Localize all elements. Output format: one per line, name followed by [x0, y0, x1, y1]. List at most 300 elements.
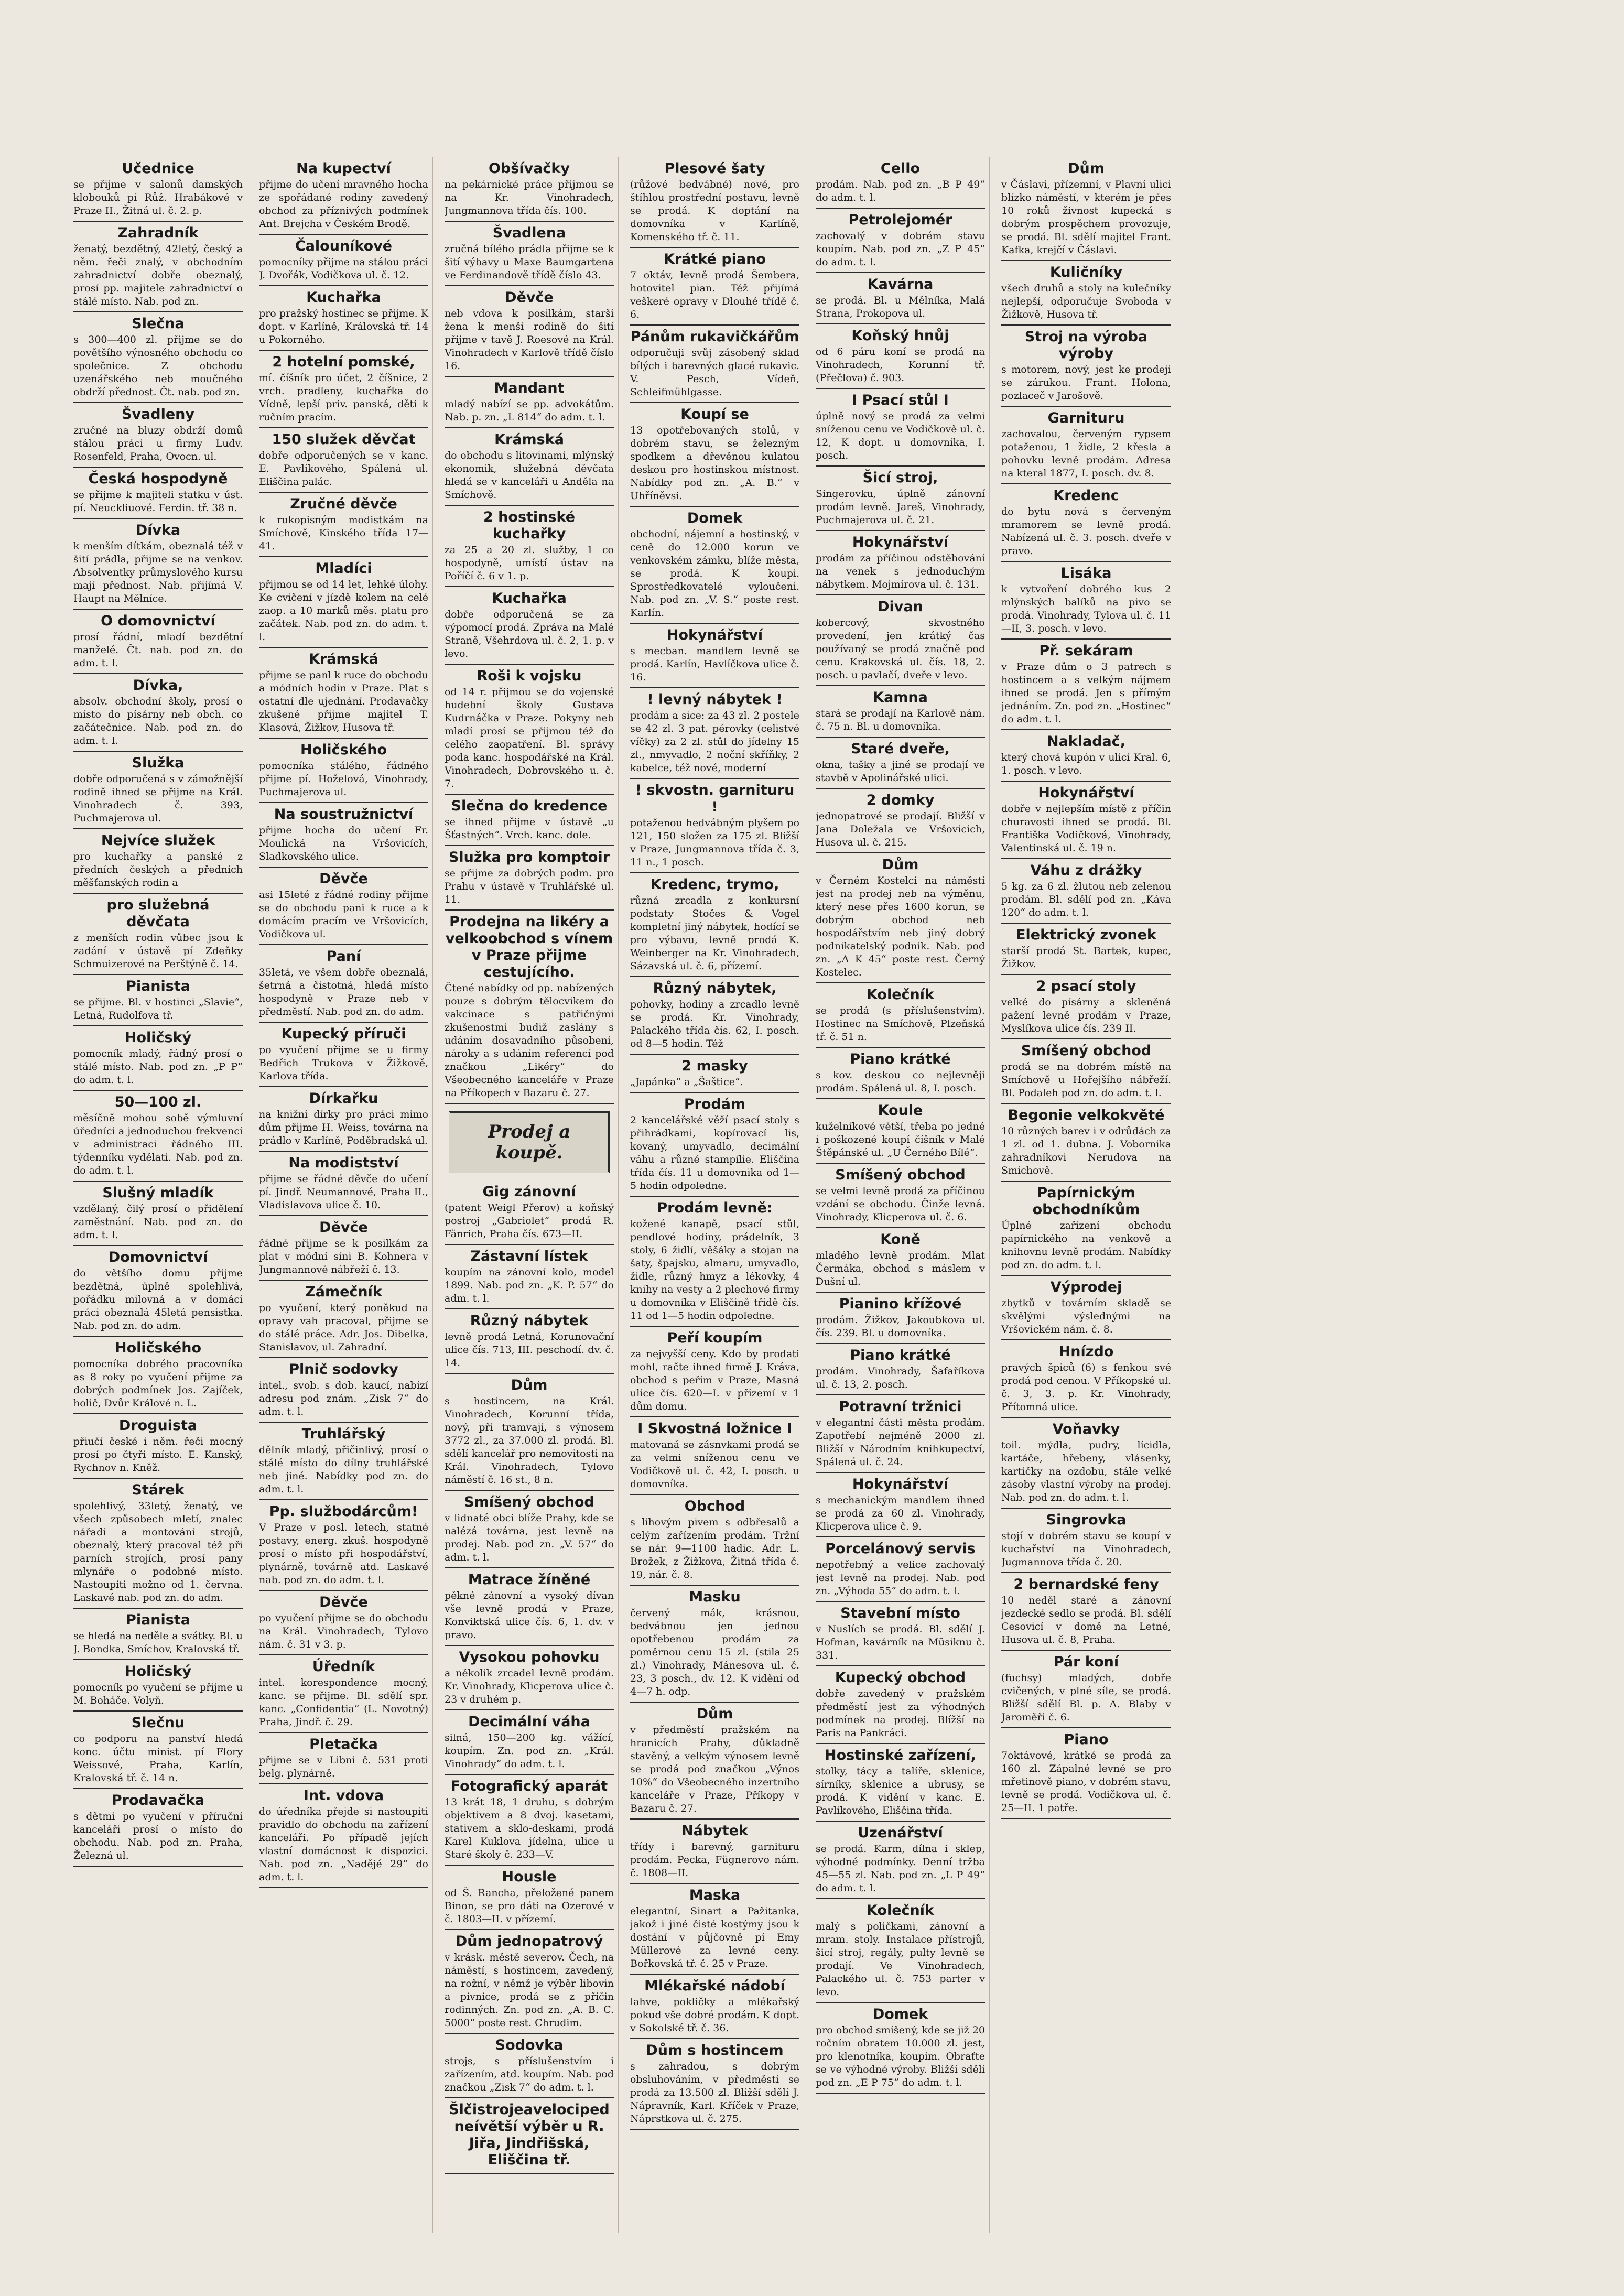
ad-title: O domovnictví: [101, 613, 215, 629]
ad-body: neb vdova k posilkám, starší žena k menší rodině do šití přijme v tavě J. Roesové na Král. Vinohradech v Karlově třídě číslo 16.: [445, 308, 614, 372]
ad-title: Dům jednopatrový: [455, 1933, 603, 1950]
classified-ad: [630, 977, 799, 1055]
classified-ad: [73, 222, 243, 312]
ad-body: v Černém Kostelci na náměstí jest na prodej neb na výměnu, který nese přes 1600 korun, se dobrým obchod neb hospodářstvím neb jiný dobrý podnikatelský podnik. Nab. pod zn. „A K 45“ poste rest. Černý Kostelec.: [816, 875, 985, 978]
ad-title: Dívka: [135, 522, 181, 538]
ad-title: Děvče: [319, 1219, 368, 1236]
classified-ad: [259, 493, 428, 557]
ad-body: toil. mýdla, pudry, lícidla, kartáče, hřebeny, vlásenky, kartičky na ozdobu, stále velké zásoby vlastní výroby na prodej. Nab. pod zn. do adm. t. l.: [1001, 1439, 1171, 1503]
ad-body: 13 opotřebovaných stolů, v dobrém stavu, se železným spodkem a dřevěnou kulatou deskou pro hostinskou místnost. Nabídky pod zn. „A. B.“ v Uhříněvsi.: [630, 425, 799, 502]
classified-ad: [630, 624, 799, 688]
classified-ad: [1001, 782, 1171, 859]
ad-title: Pianista: [126, 1612, 190, 1628]
ad-title: Holičský: [124, 1663, 192, 1680]
ad-title: Šlčistrojeavelociped neívětší výběr u R. Jiřa, Jindřišská, Eliščina tř.: [449, 2102, 610, 2168]
classified-ad: [259, 157, 428, 235]
ad-title: Plesové šaty: [664, 160, 765, 177]
ad-body: pro kuchařky a panské z předních českých a předních měšťanských rodin a: [73, 851, 243, 889]
ad-title: Kupecký příruči: [281, 1026, 406, 1042]
ad-body: v krásk. městě severov. Čech, na náměstí, s hostincem, zavedený, na rožní, v němž je výběr libovin a pivnice, prodá se z příčin rodinných. Zn. pod zn. „A. B. C. 5000“ poste rest. Chrudim.: [445, 1952, 614, 2029]
ad-title: 50—100 zl.: [114, 1094, 202, 1110]
ad-column: [816, 157, 990, 2233]
ad-body: silná, 150—200 kg. vážící, koupím. Zn. pod zn. „Král. Vinohrady“ do adm. t. l.: [445, 1732, 614, 1770]
ad-body: okna, tašky a jiné se prodají ve stavbě v Apolinářské ulici.: [816, 759, 985, 784]
ad-title: I Skvostná ložnice I: [637, 1421, 792, 1437]
classified-ad: [73, 829, 243, 894]
ad-title: Česká hospodyně: [88, 471, 228, 487]
classified-ad: [630, 1197, 799, 1327]
classified-ad: [445, 506, 614, 587]
classified-ad: [445, 2034, 614, 2098]
ad-title: Begonie velkokvěté: [1008, 1107, 1165, 1123]
ad-title: Na soustružnictví: [274, 806, 414, 822]
ad-body: 7 oktáv, levně prodá Šembera, hotovitel pian. Též přijímá veškeré opravy v Dlouhé třídě č. 6.: [630, 269, 799, 320]
classified-ad: [445, 911, 614, 1104]
ad-title: ! skvostn. garnituru !: [635, 782, 795, 815]
classified-ad: [630, 1495, 799, 1586]
ad-title: Koupí se: [680, 406, 749, 423]
ad-title: Smíšený obchod: [835, 1167, 966, 1183]
ad-title: Mandant: [494, 380, 565, 396]
classified-ad: [445, 1374, 614, 1491]
ad-title: Pár koní: [1053, 1654, 1119, 1670]
classified-ad: [73, 1246, 243, 1337]
ad-title: Prodám: [684, 1096, 746, 1112]
ad-title: ! levný nábytek !: [647, 691, 783, 708]
classified-ad: [816, 467, 985, 531]
ad-title: 150 služek děvčat: [272, 431, 416, 448]
ad-body: se hledá na neděle a svátky. Bl. u J. Bondka, Smíchov, Kralovská tř.: [73, 1630, 243, 1655]
classified-ad: [816, 1666, 985, 1744]
ad-title: Prodavačka: [111, 1792, 205, 1808]
ad-title: pro služebná děvčata: [106, 897, 210, 930]
ad-title: Čalouníkové: [295, 238, 393, 254]
ad-title: Roši k vojsku: [477, 668, 582, 684]
ad-title: Koňský hnůj: [851, 328, 949, 344]
classified-ad: [445, 1646, 614, 1710]
ad-title: Zručné děvče: [290, 496, 397, 512]
classified-ad: [73, 674, 243, 752]
classified-ad: [1001, 1182, 1171, 1276]
ad-body: z menších rodin vůbec jsou k zadání v ústavě pí Zdeňky Schmuizerové na Perštýně č. 14.: [73, 932, 243, 970]
classified-ad: [630, 403, 799, 507]
ad-body: se přijme. Bl. v hostinci „Slavie“, Letná, Rudolfova tř.: [73, 997, 243, 1021]
classified-ad: [816, 1048, 985, 1099]
ad-body: po vyučení, který poněkud na opravy vah pracoval, přijme se do stálé práce. Adr. Jos. Dibelka, Stanislavov, ul. Zahradní.: [259, 1302, 428, 1353]
classified-ad: [1001, 859, 1171, 924]
ad-body: se velmi levně prodá za příčinou vzdání se obchodu. Činže levná. Vinohrady, Klicperova ul. č. 6.: [816, 1185, 985, 1223]
ad-title: Dírkařku: [309, 1090, 378, 1107]
ad-body: 13 krát 18, 1 druhu, s dobrým objektivem a 8 dvoj. kasetami, stativem a sklo-deskami, prodá Karel Kuklova jídelna, ulice u Staré školy č. 233—V.: [445, 1796, 614, 1860]
ad-body: přijme hocha do učení Fr. Moulická na Vršovicích, Sladkovského ulice.: [259, 825, 428, 862]
ad-body: v Čáslavi, přízemní, v Plavní ulici blízko náměstí, v kterém je přes 10 roků živnost kupecká s dobrým prospěchem provozuje, se prodá. Bl. sdělí majitel Frant. Kafka, krejčí v Čáslavi.: [1001, 179, 1171, 256]
ad-body: přijme se panl k ruce do obchodu a módních hodin v Praze. Plat s ostatní dle ujednání. Prodavačky zkušené přijme majitel T. Klasová, Žižkov, Husova tř.: [259, 669, 428, 733]
ad-body: asi 15leté z řádné rodiny přijme se do obchodu pani k ruce a k domácím pracím ve Vršovicích, Vodičkova ul.: [259, 889, 428, 940]
ad-body: „Japánka“ a „Šaštice“.: [630, 1076, 743, 1088]
ad-column: [1001, 157, 1175, 2233]
ad-body: s kov. deskou co nejlevněji prodám. Spálená ul. 8, I. posch.: [816, 1069, 985, 1094]
classified-ad: [816, 209, 985, 273]
ad-body: se prodá (s příslušenstvím). Hostinec na Smíchově, Plzeňská tř. č. 51 n.: [816, 1005, 985, 1043]
ad-body: 2 kancelářské věží psací stoly s přihrádkami, kopírovací lis, kovaný, umyvadlo, decimální váhu a různé stampílie. Eliščina třída čís. 11 u domovnika od 1—5 hodin odpoledne.: [630, 1114, 799, 1192]
ad-body: (fuchsy) mladých, dobře cvičených, v plné síle, se prodá. Bližší sdělí Bl. p. A. Blaby v Jaroměři č. 6.: [1001, 1672, 1171, 1723]
classified-ad: [1001, 407, 1171, 484]
ad-title: Děvče: [505, 289, 554, 306]
ad-title: Krámská: [309, 651, 378, 667]
ad-body: 5 kg. za 6 zl. žlutou neb zelenou prodám. Bl. sdělí pod zn. „Káva 120“ do adm. t. l.: [1001, 881, 1171, 918]
classified-ad: [1001, 1340, 1171, 1418]
classified-ad: [816, 1473, 985, 1537]
classified-ad: [816, 1602, 985, 1666]
classified-ad: [1001, 1104, 1171, 1182]
classified-ad: [445, 587, 614, 665]
classified-ad: [816, 1899, 985, 2003]
classified-ad: [1001, 1651, 1171, 1728]
ad-body: do obchodu s litovinami, mlýnský ekonomik, služebná děvčata hledá se v kanceláři u Anděla na Smíchově.: [445, 450, 614, 501]
ad-title: Droguista: [118, 1417, 198, 1434]
classified-ad: [816, 324, 985, 389]
ad-body: jednopatrové se prodají. Bližší v Jana Doležala ve Vršovicích, Husova ul. č. 215.: [816, 810, 985, 848]
ad-body: mladého levně prodám. Mlat Čermáka, obchod s máslem v Dušní ul.: [816, 1250, 985, 1287]
ad-title: Singrovka: [1046, 1512, 1127, 1528]
ad-title: Zástavní lístek: [470, 1248, 588, 1264]
ad-body: do úředníka přejde si nastoupiti pravidlo do obchodu na zařízení kanceláři. Po případě jejích vlastní domácnost k dispozici. Nab. pod zn. „Nadějé 29“ do adm. t. l.: [259, 1806, 428, 1883]
classified-ad: [816, 595, 985, 686]
classified-ad: [816, 531, 985, 595]
classified-ad: [816, 983, 985, 1048]
ad-title: Holičský: [124, 1030, 192, 1046]
ad-title: Holičského: [114, 1340, 202, 1356]
ad-title: 2 domky: [866, 792, 935, 808]
ad-body: velké do písárny a skleněná pažení levně prodám v Praze, Myslíkova ulice čís. 239 II.: [1001, 997, 1171, 1034]
ad-body: do většího domu přijme bezdětná, úplně spolehlivá, pořádku milovná a v domácí práci obeznalá 45letá pensistka. Nab. pod zn. do adm.: [73, 1268, 243, 1331]
ad-body: (růžové bedvábné) nové, pro štíhlou prostřední postavu, levně se prodá. K doptání na domovníka v Karlíně, Komenského tř. č. 11.: [630, 179, 799, 243]
ad-body: k vytvoření dobrého kus 2 mlýnských balíků na pivo se prodá. Vinohrady, Tylova ul. č. 11—II, 3. posch. v levo.: [1001, 583, 1171, 634]
ad-title: Dům: [882, 857, 919, 873]
ad-body: od 6 páru koní se prodá na Vinohradech, Korunní tř. (Přečlova) č. 903.: [816, 346, 985, 384]
ad-column: [259, 157, 433, 2233]
ad-title: Papírnickým obchodníkům: [1032, 1185, 1140, 1218]
ad-title: Domek: [872, 2006, 928, 2022]
classified-ad: [445, 1181, 614, 1245]
ad-title: Slečna do kredence: [451, 798, 608, 814]
ad-title: Slečnu: [131, 1715, 185, 1731]
classified-ad: [445, 377, 614, 428]
ad-title: Švadlena: [492, 225, 566, 241]
ad-title: Kolečník: [866, 987, 934, 1003]
ad-body: v předměstí pražském na hranicích Prahy, důkladně stavěný, a velkým výnosem levně se prodá pod značkou „Výnos 10%“ do Všeobecného inzertního kanceláře v Praze, Příkopy v Bazaru č. 27.: [630, 1724, 799, 1814]
ad-body: se prodá. Karm, dílna i sklep, výhodné podmínky. Denní tržba 45—55 zl. Nab. pod zn. „L P 49“ do adm. t. l.: [816, 1843, 985, 1894]
ad-body: s mecban. mandlem levně se prodá. Karlín, Havlíčkova ulice č. 16.: [630, 645, 799, 683]
ad-body: pomocníka dobrého pracovníka as 8 roky po vyučení přijme za dobrých podmínek Jos. Zajíček, holič, Dvůr Králové n. L.: [73, 1358, 243, 1409]
classified-ad: [1001, 484, 1171, 562]
ad-body: intel. korespondence mocný, kanc. se přijme. Bl. sdělí spr. kanc. „Confidentia“ (L. Novotný) Praha, Jindř. č. 29.: [259, 1677, 428, 1728]
ad-body: prodám. Vinohrady, Šafaříkova ul. č. 13, 2. posch.: [816, 1366, 985, 1390]
classified-ad: [1001, 1728, 1171, 1819]
ad-title: Kredenc: [1053, 488, 1119, 504]
section-banner: Prodej a koupě.: [449, 1111, 610, 1173]
ad-body: pomocník mladý, řádný prosí o stálé místo. Nab. pod zn. „P P“ do adm. t. l.: [73, 1048, 243, 1086]
ad-body: kožené kanapě, psací stůl, pendlové hodiny, prádelník, 3 stoly, 6 židlí, věšáky a stojan na šaty, špajsku, almaru, umyvadlo, židle, různý hmyz a lékovky, 4 knihy na vesty a 2 plechové firmy u domovníka v Eliščině třídě čís. 11 od 1—5 hodin odpoledne.: [630, 1218, 799, 1322]
classified-ad: [445, 1245, 614, 1309]
classified-ad: [445, 846, 614, 911]
ad-body: s motorem, nový, jest ke prodeji se zárukou. Frant. Holona, pozlaceč v Jarošově.: [1001, 364, 1171, 402]
ad-body: za nejvyšší ceny. Kdo by prodati mohl, račte ihned firmě J. Kráva, obchod s peřím v Praze, Masná ulice čís. 620—I. v přízemí v 1 dům domu.: [630, 1348, 799, 1412]
ad-title: Kupecký obchod: [835, 1670, 966, 1686]
ad-title: Váhu z drážky: [1030, 862, 1142, 879]
ad-body: 7oktávové, krátké se prodá za 160 zl. Zápalné levné se pro mřetinově piano, v dobrém stavu, levně se prodá. Vodičkova ul. č. 25—II. 1 patře.: [1001, 1750, 1171, 1814]
classified-ad: [816, 1228, 985, 1293]
classified-ad: [259, 1423, 428, 1500]
ad-body: matovaná se zásnvkami prodá se za velmi sníženou cenu ve Vodičkově ul. č. 42, I. posch. u domovníka.: [630, 1439, 799, 1490]
ad-title: Elektrický zvonek: [1016, 927, 1156, 943]
classified-ad: [259, 1023, 428, 1087]
ad-title: 2 hotelní pomské,: [272, 354, 415, 370]
ad-body: levně prodá Letná, Korunovační ulice čís. 713, III. peschodí. dv. č. 14.: [445, 1331, 614, 1369]
ad-body: prodá se na dobrém místě na Smíchově u Hořejšího nábřeží. Bl. Podaleh pod zn. do adm. t. l.: [1001, 1061, 1171, 1099]
ad-title: Housle: [502, 1869, 557, 1885]
classified-ad: [73, 894, 243, 975]
ad-title: Pianista: [126, 978, 190, 994]
classified-ad: [1001, 1039, 1171, 1104]
ad-body: pomocníky přijme na stálou práci J. Dvořák, Vodičkova ul. č. 12.: [259, 256, 428, 281]
ad-title: Koně: [880, 1231, 921, 1248]
ad-title: Pánům rukavičkářům: [630, 329, 799, 345]
ad-body: mí. číšník pro účet, 2 číšnice, 2 vrch. pradleny, kuchařka do Vídně, lepší priv. panská, děti k ručním pracím.: [259, 372, 428, 423]
classified-ad: [816, 1822, 985, 1899]
ad-title: Kuchařka: [492, 590, 567, 607]
ad-title: Krátké piano: [664, 251, 766, 267]
ad-title: Mladíci: [315, 560, 372, 577]
classified-ad: [1001, 562, 1171, 640]
ad-body: třídy i barevný, garnituru prodám. Pecka, Fügnerovo nám. č. 1808—II.: [630, 1841, 799, 1879]
ad-title: Stroj na výroba výroby: [1024, 329, 1148, 362]
ad-body: s zahradou, s dobrým obsluhováním, v předměstí se prodá za 13.500 zl. Bližší sdělí J. Nápravník, Karl. Kříček v Praze, Náprstkova ul. č. 275.: [630, 2061, 799, 2125]
ad-title: Holičského: [300, 742, 387, 758]
ad-title: Koule: [878, 1102, 923, 1119]
ad-title: Potravní tržnici: [839, 1399, 962, 1415]
classified-ad: [445, 795, 614, 846]
ad-body: 10 neděl staré a zánovní jezdecké sedlo se prodá. Bl. sdělí Cesovicí v domě na Letné, Husova ul. č. 8, Praha.: [1001, 1595, 1171, 1645]
ad-body: měsíčně mohou sobě výmluvní úředníci a jednoduchou frekvencí v administraci řádného III. týdenníku vydělati. Nab. pod zn. do adm. t. l.: [73, 1112, 243, 1176]
ad-body: lahve, pokličky a mlékařský pokud vše dobré prodám. K dopt. v Sokolské tř. č. 36.: [630, 1996, 799, 2034]
classified-ad: [445, 2098, 614, 2174]
classified-ad: [816, 1395, 985, 1473]
ad-title: Kredenc, trymo,: [650, 876, 779, 893]
classified-ad: [445, 286, 614, 377]
classified-ad: [259, 739, 428, 803]
ad-title: Nakladač,: [1046, 733, 1126, 750]
ad-title: Stavební místo: [840, 1605, 960, 1621]
ad-body: vzdělaný, čilý prosí o přidělení zaměstnání. Nab. pod zn. do adm. t. l.: [73, 1203, 243, 1241]
classified-ad: [816, 1744, 985, 1822]
ad-body: na pekárnické práce přijmou se na Kr. Vinohradech, Jungmannova třída čís. 100.: [445, 179, 614, 216]
ad-title: Lisáka: [1060, 565, 1112, 581]
classified-ad: [1001, 1509, 1171, 1573]
ad-title: Smíšený obchod: [464, 1494, 594, 1510]
ad-body: Čtené nabídky od pp. nabízených pouze s dobrým tělocvikem do vakcinace s patřičnými zkušenostmi budiž zaslány s udáním dosavadního působení, nároky a s udáním referencí pod značkou „Likéry“ do Všeobecného kanceláře v Praze na Příkopech v Bazaru č. 27.: [445, 982, 614, 1099]
classified-ad: [445, 665, 614, 795]
classified-ad: [630, 779, 799, 873]
classified-ad: [630, 2039, 799, 2130]
ad-body: se přijme za dobrých podm. pro Prahu v ústavě v Truhlářské ul. 11.: [445, 868, 614, 905]
classified-ad: [73, 975, 243, 1026]
classified-ad: [259, 351, 428, 428]
classified-ad: [73, 1414, 243, 1479]
classified-ad: [259, 1655, 428, 1733]
ad-body: zachovalou, červeným rypsem potaženou, 1 židle, 2 křesla a pohovku levně prodám. Adresa na kteral 1877, I. posch. dv. 8.: [1001, 428, 1171, 479]
classified-ad: [816, 853, 985, 983]
classified-ad: [1001, 730, 1171, 782]
classified-ad: [73, 157, 243, 222]
classified-ad: [259, 868, 428, 945]
ad-title: Stárek: [132, 1482, 185, 1498]
ad-body: se přijme k majiteli statku v úst. pí. Neuckliuové. Ferdin. tř. 38 n.: [73, 489, 243, 514]
ad-title: Truhlářský: [301, 1426, 386, 1442]
ad-title: Výprodej: [1050, 1279, 1122, 1295]
newspaper-page: [73, 157, 1557, 2233]
ad-body: elegantní, Sinart a Pažitanka, jakož i jiné čisté kostýmy jsou k dostání v půjčovně pí Emy Müllerové za levné ceny. Bořkovská tř. č. 25 v Praze.: [630, 1905, 799, 1969]
ad-title: Petrolejomér: [848, 212, 952, 228]
ad-body: co podporu na panství hledá konc. účtu minist. pí Flory Weissové, Praha, Karlín, Kralovská tř. č. 14 n.: [73, 1733, 243, 1784]
ad-title: Služka pro komptoir: [448, 849, 610, 865]
classified-ad: [445, 1866, 614, 1930]
ad-body: v Nuslích se prodá. Bl. sdělí J. Hofman, kavárník na Müsiknu č. 331.: [816, 1623, 985, 1661]
classified-ad: [73, 1712, 243, 1789]
ad-body: zbytků v továrním skladě se skvělými výslednými na Vršovickém nám. č. 8.: [1001, 1297, 1171, 1335]
ad-title: Hnízdo: [1058, 1344, 1114, 1360]
classified-ad: [816, 273, 985, 324]
ad-body: pěkné zánovní a vysoký dívan vše levně prodá v Praze, Konviktská ulice čís. 6, 1. dv. v pravo.: [445, 1590, 614, 1641]
ad-title: Různý nábytek: [470, 1313, 589, 1329]
classified-ad: [1001, 326, 1171, 407]
ad-body: dobře zavedený v pražském předměstí jest za výhodných podmínek na prodej. Blížší na Paris na Pankráci.: [816, 1688, 985, 1739]
ad-title: Slušný mladík: [102, 1185, 214, 1201]
ad-title: Cello: [880, 160, 921, 177]
classified-ad: [445, 1775, 614, 1866]
ad-title: Př. sekáram: [1039, 643, 1133, 659]
ad-body: se přijme v salonů damských klobouků pí Růž. Hrabákové v Praze II., Žitná ul. č. 2. p.: [73, 179, 243, 216]
classified-ad: [1001, 924, 1171, 975]
ad-title: I Psací stůl I: [852, 392, 949, 408]
ad-body: s lihovým pivem s odbřesalů a celým zařízením prodám. Tržní se nár. 9—1100 hadic. Adr. L. Brožek, z Žižkova, Žitná třída č. 19, nár. č. 8.: [630, 1517, 799, 1580]
ad-body: na knižní dírky pro práci mimo dům přijme H. Weiss, továrna na prádlo v Karlíně, Poděbradská ul.: [259, 1109, 428, 1146]
classified-ad: [630, 873, 799, 977]
ad-title: Úředník: [312, 1659, 375, 1675]
ad-body: prodám a sice: za 43 zl. 2 postele se 42 zl. 3 pat. pérovky (celistvé víčky) za 2 zl. stůl do jídelny 15 zl., nmyvadlo, 2 noční skříňky, 2 kabelce, též nové, moderní: [630, 710, 799, 774]
classified-ad: [73, 1660, 243, 1712]
ad-body: odporučuji svůj zásobený sklad bílých i barevných glacé rukavic. V. Pesch, Vídeň, Schleifmühlgasse.: [630, 347, 799, 398]
ad-title: Pianino křížové: [839, 1296, 962, 1312]
ad-title: Krámská: [494, 431, 564, 448]
classified-ad: [73, 1609, 243, 1660]
ad-title: Staré dveře,: [851, 741, 950, 757]
ad-body: strojs, s příslušenstvím i zařízením, atd. koupím. Nab. pod značkou „Zisk 7“ do adm. t. l.: [445, 2055, 614, 2093]
ad-body: dobře odporučená s v zámožnější rodině ihned se přijme na Král. Vinohradech č. 393, Puchmajerova ul.: [73, 773, 243, 824]
classified-ad: [630, 1327, 799, 1417]
classified-ad: [73, 610, 243, 674]
classified-ad: [73, 468, 243, 519]
ad-title: Učednice: [122, 160, 194, 177]
ad-body: spolehlivý, 33letý, ženatý, ve všech způsobech mletí, znalec nářadí a montování strojů, obeznalý, který pracoval též při parních strojích, prosí pany mlynáře o podobné místo. Nastoupiti možno od 1. června. Laskavé nab. pod zn. do adm.: [73, 1500, 243, 1604]
ad-body: absolv. obchodní školy, prosí o místo do písárny neb obch. co začátečnice. Nab. pod zn. do adm. t. l.: [73, 696, 243, 746]
ad-body: přijme se v Libni č. 531 proti belg. plynárně.: [259, 1755, 428, 1779]
ad-body: prodám za příčinou odstěhování na venek s jednoduchým nábytkem. Mojmírova ul. č. 131.: [816, 553, 985, 590]
ad-body: do bytu nová s červeným mramorem se levně prodá. Nabízená ul. č. 3. posch. dveře v pravo.: [1001, 506, 1171, 557]
ad-body: prodám. Nab. pod zn. „B P 49“ do adm. t. l.: [816, 179, 985, 203]
ad-body: Úplné zařízení obchodu papírnického na venkově a knihovnu levně prodám. Nabídky pod zn. do adm. t. l.: [1001, 1220, 1171, 1271]
ad-body: dobře odporučených se v kanc. E. Pavlíkového, Spálená ul. Eliščina palác.: [259, 450, 428, 488]
classified-ad: [259, 235, 428, 286]
ad-column: [630, 157, 804, 2233]
ad-body: se prodá. Bl. u Mělníka, Malá Strana, Prokopova ul.: [816, 295, 985, 319]
ad-body: pravých špiců (6) s fenkou své prodá pod cenou. V Příkopské ul. č. 3, 3. p. Kr. Vinohrady, Přítomná ulice.: [1001, 1362, 1171, 1413]
ad-body: zručná bílého prádla přijme se k šití výbavy u Maxe Baumgartena ve Ferdinandově třídě číslo 43.: [445, 243, 614, 281]
ad-body: v lidnaté obci blíže Prahy, kde se nalézá továrna, jest levně na prodej. Nab. pod zn. „V. 57“ do adm. t. l.: [445, 1512, 614, 1563]
ad-title: Dům s hostincem: [646, 2042, 784, 2059]
ad-title: Šicí stroj,: [862, 470, 938, 486]
ad-title: Různý nábytek,: [653, 980, 777, 997]
ad-title: Kolečník: [866, 1902, 934, 1919]
ad-title: Obšívačky: [489, 160, 570, 177]
ad-title: 2 hostinské kuchařky: [483, 509, 576, 542]
classified-ad: [816, 1099, 985, 1164]
ad-body: červený mák, krásnou, bedvábnou jen jednou opotřebenou prodám za poměrnou cenu 15 zl. (stila 25 zl.) Vinohrady, Mánesova ul. č. 23, 3 posch., dv. 12. K vidění od 4—7 h. odp.: [630, 1607, 799, 1697]
ad-title: Na kupectví: [296, 160, 391, 177]
ad-title: Hokynářství: [1038, 785, 1134, 801]
ad-title: Fotografický aparát: [450, 1778, 608, 1794]
ad-body: přijme do učení mravného hocha ze spořádané rodiny zavedený obchod za příznivých podmínek Ant. Brejcha v Českém Brodě.: [259, 179, 428, 230]
classified-ad: [630, 1586, 799, 1703]
ad-title: Porcelánový servis: [825, 1541, 976, 1557]
ad-column: [445, 157, 619, 2233]
ad-body: intel., svob. s dob. kaucí, nabízí adresu pod znám. „Zisk 7“ do adm. t. l.: [259, 1380, 428, 1417]
ad-title: Švadleny: [122, 406, 194, 423]
classified-ad: [445, 1710, 614, 1775]
ad-body: pomocník po vyučení se přijme u M. Boháče. Volyň.: [73, 1682, 243, 1706]
classified-ad: [630, 326, 799, 403]
ad-title: Kuchařka: [306, 289, 381, 306]
classified-ad: [816, 389, 985, 467]
ad-title: 2 masky: [681, 1058, 748, 1074]
classified-ad: [630, 1055, 799, 1093]
classified-ad: [630, 1093, 799, 1197]
classified-ad: [816, 1344, 985, 1395]
ad-body: po vyučení přijme se u firmy Bedřich Trukova v Žižkově, Karlova třída.: [259, 1044, 428, 1082]
classified-ad: [445, 428, 614, 506]
ad-body: zručné na bluzy obdrží domů stálou práci u firmy Ludv. Rosenfeld, Praha, Ovocn. ul.: [73, 425, 243, 462]
ad-title: Slečna: [132, 316, 185, 332]
ad-body: potaženou hedvábným plyšem po 121, 150 složen za 175 zl. Bližší v Praze, Jungmannova třída č. 3, 11 n., 1 posch.: [630, 817, 799, 868]
ad-title: Uzenářství: [858, 1825, 943, 1841]
classified-ad: [73, 752, 243, 829]
classified-ad: [630, 1417, 799, 1495]
ad-title: Hokynářství: [666, 627, 763, 643]
classified-ad: [73, 1337, 243, 1414]
ad-body: který chová kupón v ulici Kral. 6, 1. posch. v levo.: [1001, 752, 1171, 776]
classified-ad: [1001, 640, 1171, 730]
classified-ad: [1001, 261, 1171, 326]
ad-body: v Praze dům o 3 patrech s hostincem a s velkým nájmem ihned se prodá. Jen s přímým jednáním. Zn. pod zn. „Hostinec“ do adm. t. l.: [1001, 661, 1171, 725]
ad-title: Děvče: [319, 1594, 368, 1610]
ad-title: Maska: [689, 1887, 741, 1903]
ad-title: Dům: [1068, 160, 1105, 177]
ad-title: Piano krátké: [850, 1347, 951, 1363]
classified-ad: [630, 1975, 799, 2039]
ad-title: Obchod: [684, 1498, 745, 1514]
ad-body: mladý nabízí se pp. advokátům. Nab. p. zn. „L 814“ do adm. t. l.: [445, 398, 614, 423]
classified-ad: [816, 686, 985, 738]
